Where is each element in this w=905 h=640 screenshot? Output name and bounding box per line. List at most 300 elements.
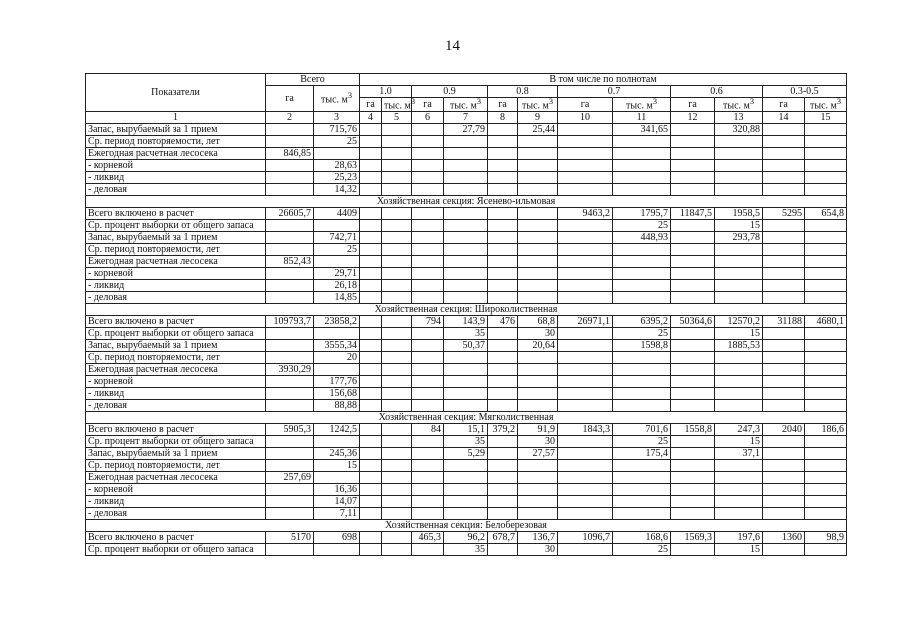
table-cell (412, 544, 444, 556)
table-cell (266, 508, 314, 520)
table-cell (805, 460, 847, 472)
table-cell (558, 244, 613, 256)
table-cell (805, 544, 847, 556)
table-cell (382, 496, 412, 508)
table-cell: 16,36 (314, 484, 360, 496)
section-title: Хозяйственная секция: Широколиственная (86, 304, 847, 316)
table-cell (518, 364, 558, 376)
table-cell (266, 496, 314, 508)
table-cell: 1242,5 (314, 424, 360, 436)
table-cell: 25 (613, 436, 671, 448)
table-cell: 293,78 (715, 232, 763, 244)
table-cell (671, 280, 715, 292)
table-cell (360, 292, 382, 304)
table-row (86, 544, 847, 556)
column-number: 6 (412, 112, 444, 124)
header-row-column-numbers (86, 112, 847, 124)
column-number: 1 (86, 112, 266, 124)
table-cell (518, 352, 558, 364)
table-cell: 143,9 (444, 316, 488, 328)
section-title: Хозяйственная секция: Белоберезовая (86, 520, 847, 532)
table-cell (382, 292, 412, 304)
table-cell (558, 280, 613, 292)
column-number: 10 (558, 112, 613, 124)
table-cell (382, 352, 412, 364)
table-cell (763, 184, 805, 196)
row-label: Всего включено в расчет (86, 532, 266, 544)
table-cell (558, 460, 613, 472)
table-cell (715, 172, 763, 184)
table-cell (412, 460, 444, 472)
table-cell (805, 220, 847, 232)
table-row (86, 208, 847, 220)
table-cell (412, 172, 444, 184)
table-cell (671, 136, 715, 148)
section-title: Хозяйственная секция: Ясенево-ильмовая (86, 196, 847, 208)
column-number: 4 (360, 112, 382, 124)
table-cell (266, 388, 314, 400)
table-cell: 136,7 (518, 532, 558, 544)
table-cell (360, 352, 382, 364)
row-label: Запас, вырубаемый за 1 прием (86, 124, 266, 136)
table-cell (266, 400, 314, 412)
table-cell (613, 484, 671, 496)
table-cell (671, 340, 715, 352)
table-cell (488, 220, 518, 232)
table-cell (805, 292, 847, 304)
table-row (86, 448, 847, 460)
page-number: 14 (445, 38, 460, 54)
table-cell (488, 340, 518, 352)
table-cell (613, 256, 671, 268)
table-row (86, 244, 847, 256)
table-cell (518, 496, 558, 508)
table-cell (412, 136, 444, 148)
table-cell (444, 280, 488, 292)
table-cell (763, 508, 805, 520)
table-cell (382, 388, 412, 400)
table-cell (412, 280, 444, 292)
table-cell: 25 (613, 544, 671, 556)
header-density-09: 0.9 (412, 86, 488, 98)
header-unit-ha: га (412, 98, 444, 112)
table-cell (412, 364, 444, 376)
table-cell (360, 316, 382, 328)
table-cell (558, 184, 613, 196)
table-cell (360, 136, 382, 148)
table-cell (558, 256, 613, 268)
table-cell (613, 148, 671, 160)
table-cell: 26605,7 (266, 208, 314, 220)
header-unit-ha: га (558, 98, 613, 112)
table-cell (805, 124, 847, 136)
table-cell (444, 292, 488, 304)
table-cell: 15,1 (444, 424, 488, 436)
row-label: Всего включено в расчет (86, 208, 266, 220)
table-cell (613, 184, 671, 196)
header-unit-ha: га (671, 98, 715, 112)
table-cell: 31188 (763, 316, 805, 328)
column-number: 15 (805, 112, 847, 124)
section-row (86, 520, 847, 532)
table-cell (518, 280, 558, 292)
table-cell (763, 496, 805, 508)
row-label: Ежегодная расчетная лесосека (86, 256, 266, 268)
table-cell (382, 532, 412, 544)
table-cell: 14,85 (314, 292, 360, 304)
table-row (86, 328, 847, 340)
table-row (86, 352, 847, 364)
table-cell (412, 160, 444, 172)
table-cell: 3930,29 (266, 364, 314, 376)
table-cell (266, 448, 314, 460)
table-cell (805, 436, 847, 448)
table-cell (412, 484, 444, 496)
table-cell (360, 472, 382, 484)
table-cell (763, 352, 805, 364)
table-cell (444, 184, 488, 196)
table-cell (558, 376, 613, 388)
table-cell (671, 448, 715, 460)
table-cell: 11847,5 (671, 208, 715, 220)
table-cell: 698 (314, 532, 360, 544)
table-cell (613, 136, 671, 148)
table-cell (412, 232, 444, 244)
table-cell: 27,79 (444, 124, 488, 136)
table-cell (314, 364, 360, 376)
table-cell: 1885,53 (715, 340, 763, 352)
table-cell (763, 400, 805, 412)
table-cell: 476 (488, 316, 518, 328)
table-cell (444, 148, 488, 160)
table-cell (266, 292, 314, 304)
table-cell: 1598,8 (613, 340, 671, 352)
table-cell: 1558,8 (671, 424, 715, 436)
table-cell (382, 508, 412, 520)
table-cell (558, 436, 613, 448)
table-cell (360, 256, 382, 268)
header-unit-ha: га (763, 98, 805, 112)
table-cell: 30 (518, 436, 558, 448)
table-row (86, 508, 847, 520)
table-cell (488, 244, 518, 256)
table-cell: 341,65 (613, 124, 671, 136)
table-cell (266, 436, 314, 448)
table-cell (763, 448, 805, 460)
table-cell (412, 376, 444, 388)
table-cell (671, 256, 715, 268)
table-cell: 5905,3 (266, 424, 314, 436)
section-title: Хозяйственная секция: Мягколиственная (86, 412, 847, 424)
table-cell (360, 460, 382, 472)
table-cell (558, 232, 613, 244)
table-cell (671, 460, 715, 472)
table-cell: 14,07 (314, 496, 360, 508)
table-cell (382, 436, 412, 448)
table-cell (805, 256, 847, 268)
table-cell: 379,2 (488, 424, 518, 436)
table-cell: 15 (715, 436, 763, 448)
header-unit-ha: га (488, 98, 518, 112)
table-cell (314, 472, 360, 484)
table-cell (715, 292, 763, 304)
table-cell (488, 172, 518, 184)
section-row (86, 412, 847, 424)
table-cell (613, 244, 671, 256)
table-cell (382, 376, 412, 388)
table-cell (444, 376, 488, 388)
table-cell (671, 184, 715, 196)
table-cell (488, 400, 518, 412)
table-cell (715, 460, 763, 472)
table-cell: 14,32 (314, 184, 360, 196)
table-cell (412, 508, 444, 520)
table-cell (444, 136, 488, 148)
table-cell (558, 292, 613, 304)
table-cell: 2040 (763, 424, 805, 436)
table-cell (518, 160, 558, 172)
table-cell (715, 184, 763, 196)
table-cell (613, 388, 671, 400)
table-cell (805, 268, 847, 280)
table-cell (488, 136, 518, 148)
header-unit-m3: тыс. $м^3$ (805, 98, 847, 112)
table-cell: 4680,1 (805, 316, 847, 328)
table-cell: 27,57 (518, 448, 558, 460)
table-cell: 20,64 (518, 340, 558, 352)
table-cell: 7,11 (314, 508, 360, 520)
column-number: 9 (518, 112, 558, 124)
table-cell (382, 208, 412, 220)
table-cell (558, 352, 613, 364)
table-cell (266, 544, 314, 556)
row-label: Всего включено в расчет (86, 424, 266, 436)
header-total-ha: га (266, 86, 314, 112)
table-cell (360, 448, 382, 460)
row-label: - ликвид (86, 496, 266, 508)
table-cell (412, 436, 444, 448)
table-cell (412, 352, 444, 364)
table-row (86, 172, 847, 184)
table-cell (518, 376, 558, 388)
table-row (86, 484, 847, 496)
table-cell (671, 292, 715, 304)
table-cell (488, 256, 518, 268)
header-unit-m3: тыс. $м^3$ (613, 98, 671, 112)
table-row (86, 316, 847, 328)
table-row (86, 460, 847, 472)
table-cell: 1795,7 (613, 208, 671, 220)
table-cell (360, 148, 382, 160)
table-cell (360, 244, 382, 256)
table-cell (613, 352, 671, 364)
table-cell (382, 484, 412, 496)
section-row (86, 304, 847, 316)
column-number: 13 (715, 112, 763, 124)
table-cell (763, 220, 805, 232)
header-indicators: Показатели (86, 74, 266, 112)
row-label: - корневой (86, 376, 266, 388)
row-label: - корневой (86, 484, 266, 496)
table-cell: 15 (715, 220, 763, 232)
table-cell (671, 388, 715, 400)
table-row (86, 376, 847, 388)
table-cell (360, 436, 382, 448)
table-cell (382, 280, 412, 292)
table-cell: 1360 (763, 532, 805, 544)
table-cell: 35 (444, 328, 488, 340)
table-cell: 186,6 (805, 424, 847, 436)
table-cell: 465,3 (412, 532, 444, 544)
table-cell (613, 496, 671, 508)
row-label: Ср. процент выборки от общего запаса (86, 436, 266, 448)
table-cell (805, 496, 847, 508)
table-cell: 1096,7 (558, 532, 613, 544)
table-cell (763, 172, 805, 184)
table-cell: 37,1 (715, 448, 763, 460)
table-cell: 654,8 (805, 208, 847, 220)
table-cell (671, 472, 715, 484)
table-cell (715, 268, 763, 280)
table-cell: 794 (412, 316, 444, 328)
header-unit-ha: га (360, 98, 382, 112)
table-cell (266, 232, 314, 244)
table-cell (558, 508, 613, 520)
table-cell (671, 352, 715, 364)
column-number: 11 (613, 112, 671, 124)
table-cell (444, 496, 488, 508)
row-label: Ср. период повторяемости, лет (86, 244, 266, 256)
table-cell (360, 184, 382, 196)
table-cell (671, 268, 715, 280)
table-cell (266, 340, 314, 352)
table-cell (444, 160, 488, 172)
table-cell (558, 448, 613, 460)
table-row (86, 124, 847, 136)
table-row (86, 268, 847, 280)
table-cell (715, 244, 763, 256)
column-number: 12 (671, 112, 715, 124)
table-cell (558, 268, 613, 280)
table-cell: 3555,34 (314, 340, 360, 352)
table-cell (444, 244, 488, 256)
table-cell: 156,68 (314, 388, 360, 400)
table-cell: 715,76 (314, 124, 360, 136)
row-label: Ежегодная расчетная лесосека (86, 472, 266, 484)
table-cell (382, 364, 412, 376)
table-row (86, 280, 847, 292)
table-cell (671, 484, 715, 496)
table-cell (382, 328, 412, 340)
table-cell (444, 400, 488, 412)
row-label: Ежегодная расчетная лесосека (86, 364, 266, 376)
table-cell (412, 340, 444, 352)
table-cell (382, 544, 412, 556)
table-cell (805, 160, 847, 172)
table-cell (763, 388, 805, 400)
table-cell (518, 508, 558, 520)
row-label: Ср. период повторяемости, лет (86, 460, 266, 472)
table-cell (382, 148, 412, 160)
table-cell: 1958,5 (715, 208, 763, 220)
table-cell (488, 292, 518, 304)
table-cell (266, 352, 314, 364)
table-cell (518, 292, 558, 304)
table-cell: 1569,3 (671, 532, 715, 544)
table-cell (488, 436, 518, 448)
table-cell (613, 460, 671, 472)
table-cell (412, 268, 444, 280)
table-row (86, 148, 847, 160)
table-cell (360, 496, 382, 508)
table-cell (314, 436, 360, 448)
table-cell (763, 484, 805, 496)
table-row (86, 388, 847, 400)
table-row (86, 532, 847, 544)
table-cell (382, 220, 412, 232)
table-cell (715, 148, 763, 160)
table-cell (360, 376, 382, 388)
table-cell (763, 328, 805, 340)
table-cell (518, 136, 558, 148)
table-cell (488, 448, 518, 460)
table-cell (444, 388, 488, 400)
table-cell (763, 292, 805, 304)
table-cell (805, 340, 847, 352)
row-label: Всего включено в расчет (86, 316, 266, 328)
table-cell (266, 136, 314, 148)
table-row (86, 220, 847, 232)
table-cell (763, 472, 805, 484)
table-cell (360, 208, 382, 220)
row-label: Ср. процент выборки от общего запаса (86, 328, 266, 340)
table-cell (444, 208, 488, 220)
table-cell (558, 472, 613, 484)
table-cell: 50364,6 (671, 316, 715, 328)
table-cell (266, 220, 314, 232)
table-cell (805, 280, 847, 292)
row-label: - ликвид (86, 172, 266, 184)
table-cell (412, 496, 444, 508)
table-cell (715, 352, 763, 364)
table-cell (518, 232, 558, 244)
table-cell (558, 328, 613, 340)
table-cell: 852,43 (266, 256, 314, 268)
row-label: - ликвид (86, 280, 266, 292)
table-cell (382, 400, 412, 412)
table-cell (715, 508, 763, 520)
table-cell (613, 376, 671, 388)
table-cell (360, 544, 382, 556)
table-cell (558, 172, 613, 184)
table-cell (360, 484, 382, 496)
table-cell (805, 244, 847, 256)
table-cell (444, 232, 488, 244)
table-cell (805, 136, 847, 148)
row-label: Ср. процент выборки от общего запаса (86, 220, 266, 232)
table-cell: 742,71 (314, 232, 360, 244)
table-cell (763, 268, 805, 280)
table-row (86, 364, 847, 376)
table-cell (558, 364, 613, 376)
table-cell (488, 472, 518, 484)
table-cell: 448,93 (613, 232, 671, 244)
table-cell (488, 484, 518, 496)
table-cell (360, 172, 382, 184)
table-cell (613, 292, 671, 304)
table-cell (613, 400, 671, 412)
table-cell (382, 232, 412, 244)
